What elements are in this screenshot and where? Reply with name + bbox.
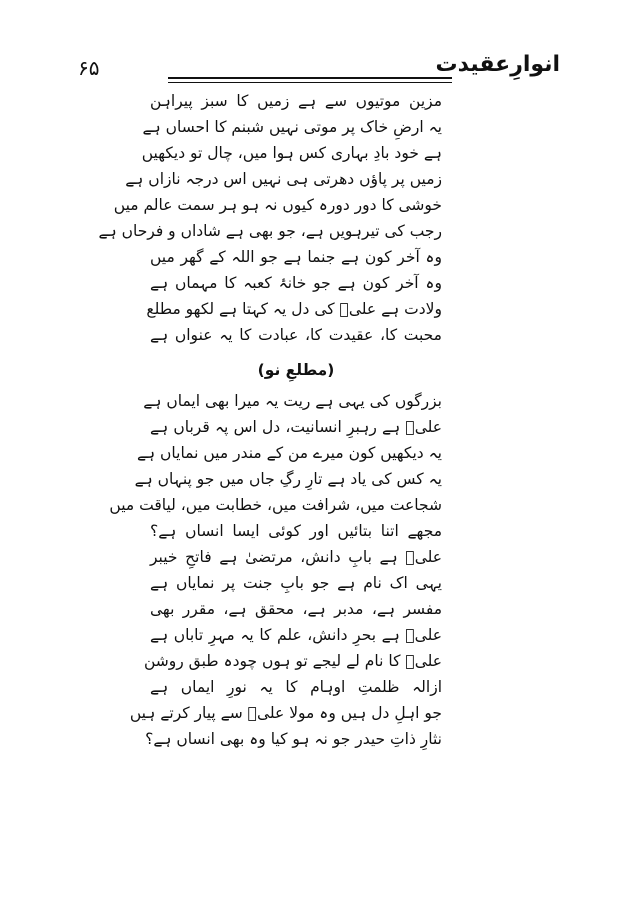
verse-line: وہ آخر کون ہے جو خانۂ کعبہ کا مہماں ہے: [150, 274, 442, 292]
page-number: ۶۵: [78, 56, 100, 80]
verse-line: بزرگوں کی یہی ہے ریت یہ میرا بھی ایماں ہے: [143, 392, 442, 410]
verse-line: مجھے اتنا بتائیں اور کوئی ایسا انساں ہے؟: [150, 522, 442, 540]
verse-line: علیؑ ہے بحرِ دانش، علم کا یہ مہرِ تاباں ہے: [150, 626, 442, 644]
header-rule-thin: [168, 82, 452, 83]
poem-part-1: [98, 88, 442, 348]
verse-line: مفسر ہے، مدبر ہے، محقق ہے، مقرر بھی: [150, 600, 442, 618]
verse-line: ازالہ ظلمتِ اوہام کا یہ نورِ ایماں ہے: [150, 678, 442, 696]
verse-line: جو اہلِ دل ہیں وہ مولا علیؑ سے پیار کرتے ہیں: [129, 704, 442, 722]
verse-line: یہ دیکھیں کون میرے من کے مندر میں نمایاں ہے: [136, 444, 442, 462]
verse-line: علیؑ ہے بابِ دانش، مرتضیٰ ہے فاتحِ خیبر: [150, 548, 442, 566]
poem-part-2: [109, 388, 442, 752]
verse-line: مزین موتیوں سے ہے زمیں کا سبز پیراہن: [150, 92, 442, 110]
verse-line: یہی اک نام ہے جو بابِ جنت پر نمایاں ہے: [150, 574, 442, 592]
verse-line: علیؑ کا نام لے لیجے تو ہوں چودہ طبق روشن: [143, 652, 442, 670]
verse-line: علیؑ ہے رہبرِ انسانیت، دل اس پہ قرباں ہے: [150, 418, 442, 436]
verse-line: ہے خود بادِ بہاری کس ہوا میں، چال تو دیکھیں: [141, 144, 442, 162]
verse-line: زمیں پر پاؤں دھرتی ہی نہیں اس درجہ نازاں ہے: [125, 170, 442, 188]
header-rule: [168, 77, 452, 79]
book-title: انوارِعقیدت: [435, 52, 560, 77]
verse-line: شجاعت میں، شرافت میں، خطابت میں، لیاقت میں: [109, 496, 442, 514]
verse-line: یہ ارضِ خاک پر موتی نہیں شبنم کا احساں ہے: [142, 118, 442, 136]
section-heading: (مطلعِ نو): [257, 361, 335, 379]
verse-line: وہ آخر کون ہے جنما ہے جو اللہ کے گھر میں: [150, 248, 442, 266]
verse-line: رجب کی تیرہویں ہے، جو بھی ہے شاداں و فرحاں ہے: [98, 222, 442, 240]
verse-line: یہ کس کی یاد ہے تارِ رگِ جاں میں جو پنہاں ہے: [134, 470, 442, 488]
verse-line: محبت کا، عقیدت کا، عبادت کا یہ عنواں ہے: [150, 326, 442, 344]
verse-line: نثارِ ذاتِ حیدر جو نہ ہو کیا وہ بھی انساں ہے؟: [145, 730, 442, 748]
verse-line: ولادت ہے علیؑ کی دل یہ کہتا ہے لکھو مطلع: [146, 300, 442, 318]
verse-line: خوشی کا دور دورہ کیوں نہ ہو ہر سمت عالم میں: [113, 196, 442, 214]
